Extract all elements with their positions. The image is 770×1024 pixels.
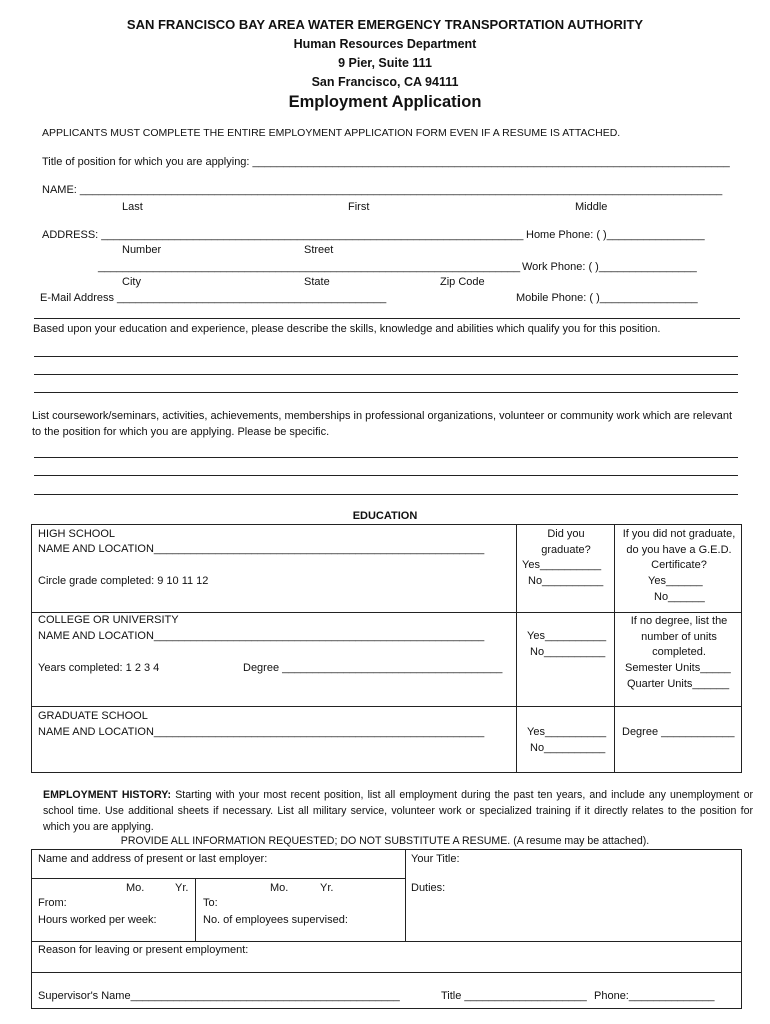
table-divider xyxy=(516,524,517,773)
employment-history-lead: EMPLOYMENT HISTORY: xyxy=(43,789,172,801)
city-label: City xyxy=(122,276,141,288)
to-year-label: Yr. xyxy=(320,882,334,894)
college-degree-field[interactable]: Degree ____________________________________ xyxy=(243,662,503,674)
org-name: SAN FRANCISCO BAY AREA WATER EMERGENCY TRANSPORTATION AUTHORITY xyxy=(126,17,644,32)
grad-yes-field[interactable]: Yes__________ xyxy=(527,726,607,738)
answer-line[interactable] xyxy=(34,457,738,458)
first-name-label: First xyxy=(348,201,370,213)
table-divider xyxy=(31,972,742,973)
no-degree-note: If no degree, list the number of units completed. xyxy=(630,615,728,658)
grad-degree-field[interactable]: Degree ____________ xyxy=(622,726,735,738)
provide-all-notice: PROVIDE ALL INFORMATION REQUESTED; DO NOT SUBSTITUTE A RESUME. (A resume may be attached). xyxy=(120,835,650,847)
grad-no-field[interactable]: No__________ xyxy=(530,742,606,754)
supervisor-title-field[interactable]: Title ____________________ xyxy=(441,990,587,1002)
table-divider xyxy=(31,878,405,879)
ged-question: If you did not graduate, do you have a G.E.D. Certificate? xyxy=(622,528,736,571)
college-name-field[interactable]: NAME AND LOCATION______________________________________________________ xyxy=(38,630,485,642)
table-divider xyxy=(195,878,196,941)
did-you-graduate: Did you graduate? xyxy=(541,528,591,556)
answer-line[interactable] xyxy=(34,356,738,357)
from-field[interactable]: From: xyxy=(38,897,67,909)
skills-question: Based upon your education and experience, please describe the skills, knowledge and abilities which qualify you for this position. xyxy=(33,323,661,335)
last-name-label: Last xyxy=(122,201,143,213)
graduate-school-label: GRADUATE SCHOOL xyxy=(38,710,148,722)
zip-label: Zip Code xyxy=(440,276,485,288)
your-title-field[interactable]: Your Title: xyxy=(411,853,460,865)
from-year-label: Yr. xyxy=(175,882,189,894)
divider xyxy=(34,318,740,319)
answer-line[interactable] xyxy=(34,494,738,495)
middle-name-label: Middle xyxy=(575,201,608,213)
address-line-1: 9 Pier, Suite 111 xyxy=(338,56,432,70)
mobile-phone-field[interactable]: Mobile Phone: ( )________________ xyxy=(516,292,698,304)
grade-completed[interactable]: Circle grade completed: 9 10 11 12 xyxy=(38,575,209,587)
college-label: COLLEGE OR UNIVERSITY xyxy=(38,614,179,626)
education-heading: EDUCATION xyxy=(352,510,418,522)
high-school-name-field[interactable]: NAME AND LOCATION______________________________________________________ xyxy=(38,543,485,555)
address-field[interactable]: ADDRESS: _____________________________________________________________________ xyxy=(42,229,524,241)
ged-yes-field[interactable]: Yes______ xyxy=(648,575,703,587)
street-label: Street xyxy=(304,244,334,256)
name-field[interactable]: NAME: _________________________________________________________________________________________________________ xyxy=(42,184,723,196)
graduate-name-field[interactable]: NAME AND LOCATION______________________________________________________ xyxy=(38,726,485,738)
employment-table xyxy=(31,849,742,1009)
state-label: State xyxy=(304,276,330,288)
table-divider xyxy=(405,849,406,941)
supervisor-name-field[interactable]: Supervisor's Name____________________________________________ xyxy=(38,990,400,1002)
notice: APPLICANTS MUST COMPLETE THE ENTIRE EMPLOYMENT APPLICATION FORM EVEN IF A RESUME IS ATTACHED. xyxy=(42,127,621,139)
home-phone-field[interactable]: Home Phone: ( )________________ xyxy=(526,229,705,241)
coursework-question: List coursework/seminars, activities, achievements, memberships in professional organizations, volunteer or community work which are relevant to the position for which you are applying. Please be specific. xyxy=(32,410,733,438)
table-divider xyxy=(31,706,742,707)
semester-units-field[interactable]: Semester Units_____ xyxy=(625,662,731,674)
page-title: Employment Application xyxy=(288,93,482,111)
hs-no-field[interactable]: No__________ xyxy=(528,575,604,587)
quarter-units-field[interactable]: Quarter Units______ xyxy=(627,678,730,690)
from-month-label: Mo. xyxy=(126,882,145,894)
years-completed[interactable]: Years completed: 1 2 3 4 xyxy=(38,662,160,674)
address-line-2-field[interactable]: _____________________________________________________________________ xyxy=(98,261,521,273)
answer-line[interactable] xyxy=(34,374,738,375)
hs-yes-field[interactable]: Yes__________ xyxy=(522,559,602,571)
work-phone-field[interactable]: Work Phone: ( )________________ xyxy=(522,261,697,273)
department: Human Resources Department xyxy=(293,37,477,51)
employer-field[interactable]: Name and address of present or last employer: xyxy=(38,853,268,865)
address-line-2: San Francisco, CA 94111 xyxy=(311,75,459,89)
duties-field[interactable]: Duties: xyxy=(411,882,446,894)
reason-for-leaving-field[interactable]: Reason for leaving or present employment: xyxy=(38,944,249,956)
table-divider xyxy=(31,941,742,942)
answer-line[interactable] xyxy=(34,392,738,393)
table-divider xyxy=(614,524,615,773)
employees-supervised-field[interactable]: No. of employees supervised: xyxy=(203,914,348,926)
position-field[interactable]: Title of position for which you are applying: ______________________________________________________________________________ xyxy=(42,156,730,168)
answer-line[interactable] xyxy=(34,475,738,476)
number-label: Number xyxy=(122,244,162,256)
table-divider xyxy=(31,612,742,613)
college-yes-field[interactable]: Yes__________ xyxy=(527,630,607,642)
high-school-label: HIGH SCHOOL xyxy=(38,528,116,540)
to-month-label: Mo. xyxy=(270,882,289,894)
email-field[interactable]: E-Mail Address ____________________________________________ xyxy=(40,292,387,304)
to-field[interactable]: To: xyxy=(203,897,218,909)
employment-history-instructions xyxy=(43,787,753,835)
supervisor-phone-field[interactable]: Phone:______________ xyxy=(594,990,715,1002)
college-no-field[interactable]: No__________ xyxy=(530,646,606,658)
hours-worked-field[interactable]: Hours worked per week: xyxy=(38,914,157,926)
employment-history-text: Starting with your most recent position, list all employment during the past ten years, and include any unemployment or school time. Use additional sheets if necessary. List all military service, volunteer work or specialized training if it directly relates to the position for which you are applying. xyxy=(43,789,753,833)
ged-no-field[interactable]: No______ xyxy=(654,591,705,603)
